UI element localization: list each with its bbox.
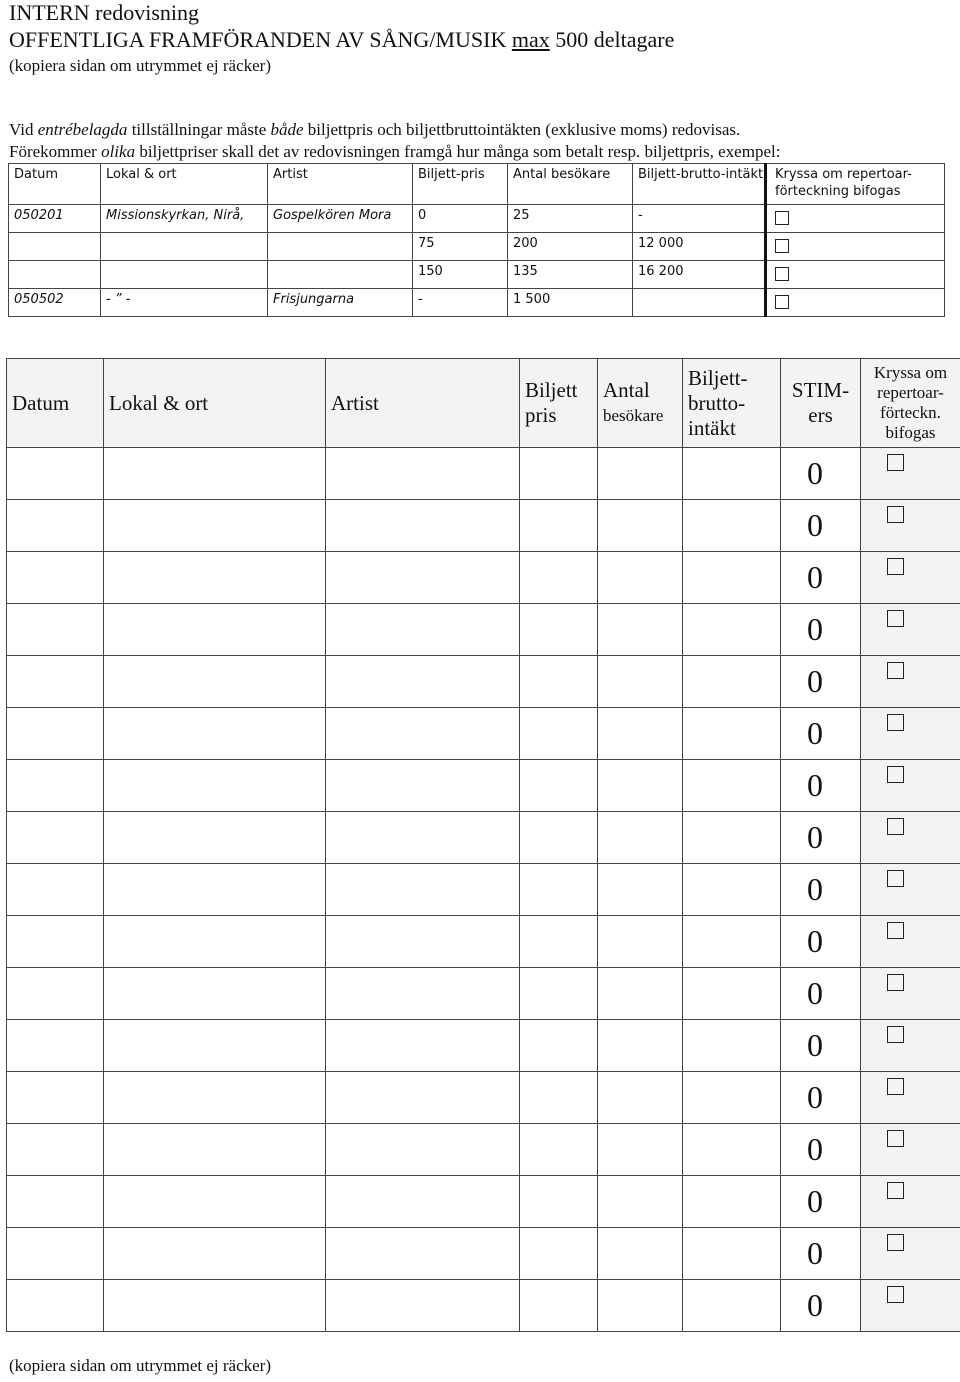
biljettpris-cell[interactable]	[520, 1176, 598, 1228]
report-header-row	[7, 359, 960, 448]
header-brutto: Biljett-brutto-intäkt	[683, 359, 781, 448]
example-row	[9, 233, 945, 261]
antal-cell[interactable]	[598, 604, 683, 656]
example-cell	[268, 261, 413, 289]
antal-cell[interactable]	[598, 1020, 683, 1072]
report-row	[7, 1228, 960, 1280]
checkbox-icon[interactable]	[887, 1078, 904, 1095]
antal-cell[interactable]	[598, 448, 683, 500]
biljettpris-cell[interactable]	[520, 968, 598, 1020]
stimers-cell: 0	[781, 968, 861, 1020]
datum-cell[interactable]	[7, 812, 104, 864]
checkbox-icon[interactable]	[887, 922, 904, 939]
antal-cell[interactable]	[598, 1228, 683, 1280]
datum-cell[interactable]	[7, 656, 104, 708]
lokal-cell[interactable]	[104, 1280, 326, 1332]
example-cell: 050201	[9, 205, 101, 233]
checkbox-icon[interactable]	[887, 610, 904, 627]
artist-cell[interactable]	[326, 916, 520, 968]
brutto-cell[interactable]	[683, 656, 781, 708]
checkbox-cell	[861, 812, 960, 864]
datum-cell[interactable]	[7, 1124, 104, 1176]
header-antal: Antal besökare	[598, 359, 683, 448]
checkbox-icon[interactable]	[887, 454, 904, 471]
checkbox-icon[interactable]	[887, 974, 904, 991]
datum-cell[interactable]	[7, 916, 104, 968]
example-cell: 16 200	[633, 261, 766, 289]
header-datum: Datum	[7, 359, 104, 448]
stimers-cell: 0	[781, 708, 861, 760]
biljettpris-cell[interactable]	[520, 500, 598, 552]
checkbox-cell	[861, 552, 960, 604]
stimers-cell: 0	[781, 500, 861, 552]
checkbox-icon[interactable]	[887, 714, 904, 731]
biljettpris-cell[interactable]	[520, 1072, 598, 1124]
example-checkbox-cell	[766, 289, 945, 317]
artist-cell[interactable]	[326, 552, 520, 604]
biljettpris-cell[interactable]	[520, 552, 598, 604]
report-row	[7, 708, 960, 760]
checkbox-icon[interactable]	[887, 1234, 904, 1251]
brutto-cell[interactable]	[683, 1228, 781, 1280]
checkbox-icon[interactable]	[775, 267, 789, 281]
example-cell: 0	[413, 205, 508, 233]
checkbox-icon[interactable]	[775, 239, 789, 253]
antal-cell[interactable]	[598, 916, 683, 968]
stimers-cell: 0	[781, 1280, 861, 1332]
artist-cell[interactable]	[326, 500, 520, 552]
checkbox-cell	[861, 1280, 960, 1332]
biljettpris-cell[interactable]	[520, 1124, 598, 1176]
instructions: Vid entrébelagda tillställningar måste både biljettpris och biljettbruttointäkten (exklusive moms) redovisas. Förekommer olika biljettpriser skall det av redovisningen framgå hur många som betalt resp. biljettpris, exempel:	[9, 120, 781, 161]
example-cell: Gospelkören Mora	[268, 205, 413, 233]
lokal-cell[interactable]	[104, 708, 326, 760]
example-cell	[9, 233, 101, 261]
report-table	[6, 358, 960, 1332]
example-header-cell: Biljett-brutto-intäkt	[633, 164, 766, 205]
stimers-cell: 0	[781, 552, 861, 604]
biljettpris-cell[interactable]	[520, 864, 598, 916]
stimers-cell: 0	[781, 864, 861, 916]
form-subtitle: OFFENTLIGA FRAMFÖRANDEN AV SÅNG/MUSIK max 500 deltagare	[9, 27, 675, 52]
checkbox-icon[interactable]	[887, 818, 904, 835]
stimers-cell: 0	[781, 812, 861, 864]
lokal-cell[interactable]	[104, 864, 326, 916]
biljettpris-cell[interactable]	[520, 812, 598, 864]
biljettpris-cell[interactable]	[520, 448, 598, 500]
example-cell: Frisjungarna	[268, 289, 413, 317]
report-row	[7, 1124, 960, 1176]
antal-cell[interactable]	[598, 968, 683, 1020]
artist-cell[interactable]	[326, 1228, 520, 1280]
report-row	[7, 968, 960, 1020]
stimers-cell: 0	[781, 1020, 861, 1072]
brutto-cell[interactable]	[683, 1020, 781, 1072]
example-checkbox-cell	[766, 261, 945, 289]
brutto-cell[interactable]	[683, 448, 781, 500]
checkbox-cell	[861, 604, 960, 656]
artist-cell[interactable]	[326, 448, 520, 500]
lokal-cell[interactable]	[104, 760, 326, 812]
lokal-cell[interactable]	[104, 1228, 326, 1280]
brutto-cell[interactable]	[683, 1124, 781, 1176]
example-cell	[268, 233, 413, 261]
lokal-cell[interactable]	[104, 916, 326, 968]
checkbox-cell	[861, 1020, 960, 1072]
biljettpris-cell[interactable]	[520, 1280, 598, 1332]
antal-cell[interactable]	[598, 1176, 683, 1228]
checkbox-cell	[861, 1228, 960, 1280]
checkbox-cell	[861, 968, 960, 1020]
header-biljettpris: Biljett pris	[520, 359, 598, 448]
antal-cell[interactable]	[598, 1072, 683, 1124]
artist-cell[interactable]	[326, 760, 520, 812]
example-row	[9, 261, 945, 289]
biljettpris-cell[interactable]	[520, 708, 598, 760]
example-cell: 25	[508, 205, 633, 233]
report-row	[7, 812, 960, 864]
brutto-cell[interactable]	[683, 1072, 781, 1124]
artist-cell[interactable]	[326, 812, 520, 864]
report-row	[7, 1072, 960, 1124]
example-header-cell: Datum	[9, 164, 101, 205]
artist-cell[interactable]	[326, 708, 520, 760]
lokal-cell[interactable]	[104, 1176, 326, 1228]
datum-cell[interactable]	[7, 760, 104, 812]
antal-cell[interactable]	[598, 656, 683, 708]
artist-cell[interactable]	[326, 968, 520, 1020]
example-cell: 150	[413, 261, 508, 289]
antal-cell[interactable]	[598, 1280, 683, 1332]
checkbox-icon[interactable]	[887, 1130, 904, 1147]
brutto-cell[interactable]	[683, 1280, 781, 1332]
datum-cell[interactable]	[7, 448, 104, 500]
lokal-cell[interactable]	[104, 812, 326, 864]
checkbox-cell	[861, 448, 960, 500]
brutto-cell[interactable]	[683, 968, 781, 1020]
stimers-cell: 0	[781, 1176, 861, 1228]
example-cell: 050502	[9, 289, 101, 317]
header-stimers: STIM-ers	[781, 359, 861, 448]
datum-cell[interactable]	[7, 1072, 104, 1124]
checkbox-cell	[861, 916, 960, 968]
example-cell	[633, 289, 766, 317]
checkbox-icon[interactable]	[887, 1182, 904, 1199]
artist-cell[interactable]	[326, 1280, 520, 1332]
lokal-cell[interactable]	[104, 1124, 326, 1176]
datum-cell[interactable]	[7, 864, 104, 916]
example-header-row	[9, 164, 945, 205]
lokal-cell[interactable]	[104, 552, 326, 604]
example-header-cell: Kryssa om repertoar-förteckning bifogas	[766, 164, 945, 205]
example-cell: 200	[508, 233, 633, 261]
artist-cell[interactable]	[326, 864, 520, 916]
example-header-cell: Lokal & ort	[101, 164, 268, 205]
checkbox-icon[interactable]	[887, 558, 904, 575]
example-table	[8, 163, 945, 317]
stimers-cell: 0	[781, 1072, 861, 1124]
report-row	[7, 1020, 960, 1072]
footer-note: (kopiera sidan om utrymmet ej räcker)	[9, 1356, 271, 1375]
lokal-cell[interactable]	[104, 1072, 326, 1124]
report-row	[7, 604, 960, 656]
brutto-cell[interactable]	[683, 760, 781, 812]
example-header-cell: Biljett-pris	[413, 164, 508, 205]
stimers-cell: 0	[781, 656, 861, 708]
datum-cell[interactable]	[7, 708, 104, 760]
checkbox-icon[interactable]	[775, 295, 789, 309]
header-artist: Artist	[326, 359, 520, 448]
brutto-cell[interactable]	[683, 916, 781, 968]
biljettpris-cell[interactable]	[520, 916, 598, 968]
antal-cell[interactable]	[598, 708, 683, 760]
checkbox-icon[interactable]	[887, 1286, 904, 1303]
brutto-cell[interactable]	[683, 812, 781, 864]
example-cell: 12 000	[633, 233, 766, 261]
example-cell	[9, 261, 101, 289]
header-kryssa: Kryssa om repertoar-förteckn. bifogas	[861, 359, 960, 448]
lokal-cell[interactable]	[104, 968, 326, 1020]
artist-cell[interactable]	[326, 1020, 520, 1072]
example-cell: 135	[508, 261, 633, 289]
artist-cell[interactable]	[326, 1072, 520, 1124]
lokal-cell[interactable]	[104, 1020, 326, 1072]
biljettpris-cell[interactable]	[520, 1020, 598, 1072]
checkbox-icon[interactable]	[887, 506, 904, 523]
datum-cell[interactable]	[7, 968, 104, 1020]
checkbox-icon[interactable]	[775, 211, 789, 225]
checkbox-icon[interactable]	[887, 1026, 904, 1043]
stimers-cell: 0	[781, 448, 861, 500]
datum-cell[interactable]	[7, 1280, 104, 1332]
example-header-cell: Antal besökare	[508, 164, 633, 205]
artist-cell[interactable]	[326, 656, 520, 708]
brutto-cell[interactable]	[683, 1176, 781, 1228]
report-row	[7, 864, 960, 916]
report-row	[7, 500, 960, 552]
brutto-cell[interactable]	[683, 552, 781, 604]
stimers-cell: 0	[781, 1228, 861, 1280]
example-checkbox-cell	[766, 233, 945, 261]
report-row	[7, 1280, 960, 1332]
example-checkbox-cell	[766, 205, 945, 233]
artist-cell[interactable]	[326, 1124, 520, 1176]
checkbox-cell	[861, 1072, 960, 1124]
datum-cell[interactable]	[7, 552, 104, 604]
biljettpris-cell[interactable]	[520, 760, 598, 812]
checkbox-icon[interactable]	[887, 662, 904, 679]
report-row	[7, 1176, 960, 1228]
checkbox-icon[interactable]	[887, 766, 904, 783]
checkbox-cell	[861, 708, 960, 760]
antal-cell[interactable]	[598, 812, 683, 864]
antal-cell[interactable]	[598, 760, 683, 812]
lokal-cell[interactable]	[104, 500, 326, 552]
datum-cell[interactable]	[7, 1228, 104, 1280]
brutto-cell[interactable]	[683, 708, 781, 760]
artist-cell[interactable]	[326, 604, 520, 656]
example-cell: 75	[413, 233, 508, 261]
checkbox-cell	[861, 1176, 960, 1228]
checkbox-cell	[861, 500, 960, 552]
example-cell: - ” -	[101, 289, 268, 317]
lokal-cell[interactable]	[104, 656, 326, 708]
example-cell	[101, 261, 268, 289]
brutto-cell[interactable]	[683, 604, 781, 656]
example-cell	[101, 233, 268, 261]
example-header-cell: Artist	[268, 164, 413, 205]
antal-cell[interactable]	[598, 500, 683, 552]
brutto-cell[interactable]	[683, 864, 781, 916]
header-lokal: Lokal & ort	[104, 359, 326, 448]
biljettpris-cell[interactable]	[520, 1228, 598, 1280]
brutto-cell[interactable]	[683, 500, 781, 552]
antal-cell[interactable]	[598, 552, 683, 604]
biljettpris-cell[interactable]	[520, 656, 598, 708]
example-row	[9, 289, 945, 317]
checkbox-cell	[861, 760, 960, 812]
report-row	[7, 656, 960, 708]
lokal-cell[interactable]	[104, 604, 326, 656]
checkbox-cell	[861, 656, 960, 708]
stimers-cell: 0	[781, 1124, 861, 1176]
datum-cell[interactable]	[7, 1020, 104, 1072]
report-row	[7, 760, 960, 812]
stimers-cell: 0	[781, 760, 861, 812]
antal-cell[interactable]	[598, 1124, 683, 1176]
copy-note: (kopiera sidan om utrymmet ej räcker)	[9, 56, 271, 75]
stimers-cell: 0	[781, 916, 861, 968]
report-row	[7, 552, 960, 604]
report-row	[7, 916, 960, 968]
example-cell: 1 500	[508, 289, 633, 317]
biljettpris-cell[interactable]	[520, 604, 598, 656]
datum-cell[interactable]	[7, 500, 104, 552]
datum-cell[interactable]	[7, 604, 104, 656]
lokal-cell[interactable]	[104, 448, 326, 500]
checkbox-icon[interactable]	[887, 870, 904, 887]
example-cell: Missionskyrkan, Nirå,	[101, 205, 268, 233]
example-cell: -	[413, 289, 508, 317]
datum-cell[interactable]	[7, 1176, 104, 1228]
example-cell: -	[633, 205, 766, 233]
example-row	[9, 205, 945, 233]
form-title: INTERN redovisning	[9, 0, 200, 25]
antal-cell[interactable]	[598, 864, 683, 916]
stimers-cell: 0	[781, 604, 861, 656]
checkbox-cell	[861, 1124, 960, 1176]
checkbox-cell	[861, 864, 960, 916]
report-row	[7, 448, 960, 500]
artist-cell[interactable]	[326, 1176, 520, 1228]
